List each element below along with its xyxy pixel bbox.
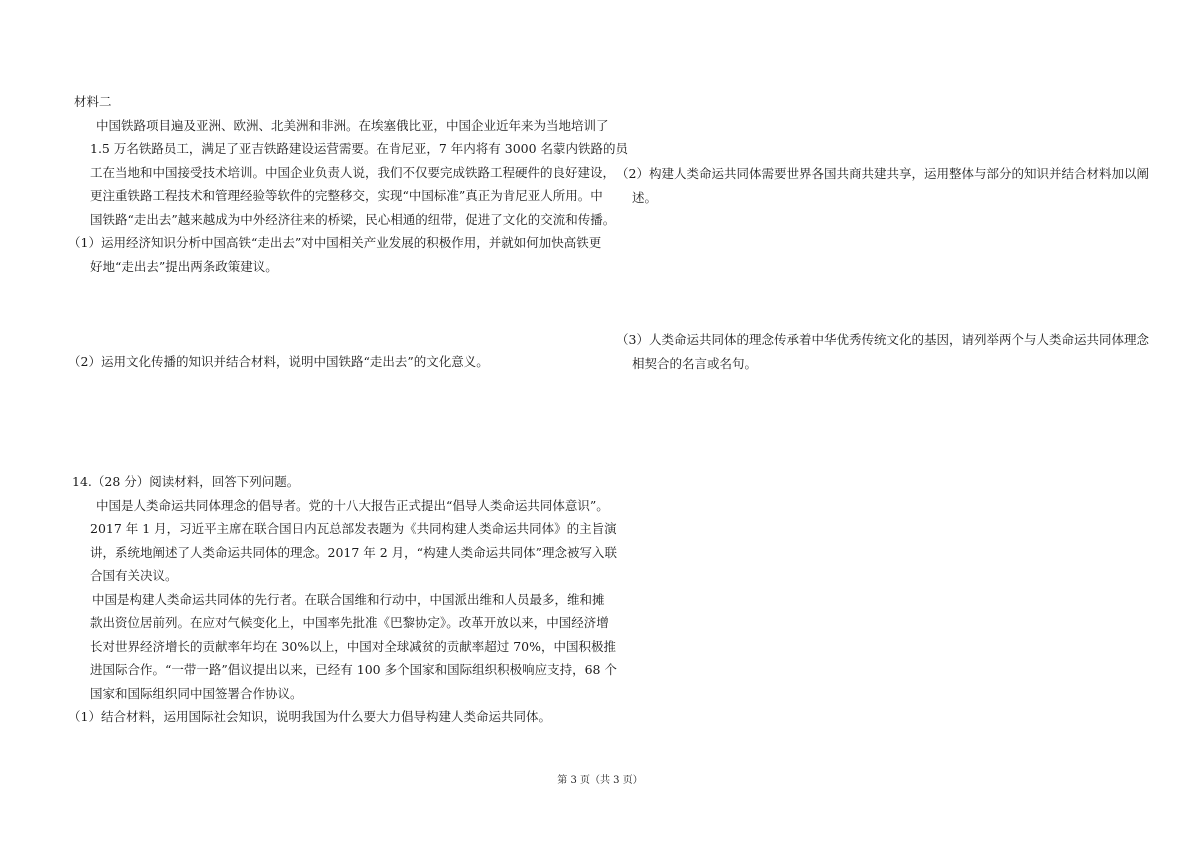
material2-paragraph [74,114,629,232]
question-14-paragraph-1 [74,494,617,588]
question-14-3-line: 相契合的名言或名句。 [632,355,758,371]
question-13-1-line: （1）运用经济知识分析中国高铁“走出去”对中国相关产业发展的积极作用，并就如何加快高铁更 [68,235,602,250]
material2-line: 国铁路“走出去”越来越成为中外经济往来的桥梁，民心相通的纽带，促进了文化的交流和传播。 [90,211,616,227]
q14-para2-line: 款出资位居前列。在应对气候变化上，中国率先批准《巴黎协定》。改革开放以来，中国经济增 [90,615,609,630]
material2-line: 更注重铁路工程技术和管理经验等软件的完整移交，实现“中国标准”真正为肯尼亚人所用。中 [90,188,603,203]
q14-para1-line: 中国是人类命运共同体理念的倡导者。党的十八大报告正式提出“倡导人类命运共同体意识”。 [96,497,609,513]
question-14-2-line: 述。 [632,189,658,205]
q14-para1-line: 2017 年 1 月，习近平主席在联合国日内瓦总部发表题为《共同构建人类命运共同体》的主旨演 [90,521,617,536]
question-14-3 [616,328,1149,375]
question-13-1-line: 好地“走出去”提出两条政策建议。 [90,258,278,274]
question-14-heading: 14.（28 分）阅读材料，回答下列问题。 [72,474,300,489]
q14-para2-line: 进国际合作。“一带一路”倡议提出以来，已经有 100 多个国家和国际组织积极响应支持，68 个 [90,662,617,677]
left-column [68,90,629,724]
page-footer: 第 3 页（共 3 页） [557,775,643,786]
material2-line: 1.5 万名铁路员工，满足了亚吉铁路建设运营需要。在肯尼亚，7 年内将有 3000 名蒙内铁路的员 [90,141,629,156]
material2-label: 材料二 [74,94,112,109]
question-14-1: （1）结合材料，运用国际社会知识，说明我国为什么要大力倡导构建人类命运共同体。 [68,709,551,724]
q14-para2-line: 中国是构建人类命运共同体的先行者。在联合国维和行动中，中国派出维和人员最多，维和摊 [92,591,605,607]
q14-para2-line: 长对世界经济增长的贡献率年均在 30%以上，中国对全球减贫的贡献率超过 70%，中国积极推 [90,638,617,654]
question-14 [68,470,617,729]
q14-para1-line: 讲，系统地阐述了人类命运共同体的理念。2017 年 2 月，“构建人类命运共同体”理念被写入联 [90,544,617,560]
question-13-2: （2）运用文化传播的知识并结合材料，说明中国铁路“走出去”的文化意义。 [68,354,489,369]
question-14-2-line: （2）构建人类命运共同体需要世界各国共商共建共享，运用整体与部分的知识并结合材料加以阐 [616,166,1149,181]
question-14-paragraph-2 [74,588,617,706]
question-14-3-line: （3）人类命运共同体的理念传承着中华优秀传统文化的基因，请列举两个与人类命运共同体理念 [616,332,1149,347]
question-14-2 [616,162,1149,209]
q14-para2-line: 国家和国际组织同中国签署合作协议。 [90,685,303,701]
question-13-1 [68,231,602,278]
material2-line: 中国铁路项目遍及亚洲、欧洲、北美洲和非洲。在埃塞俄比亚，中国企业近年来为当地培训了 [96,117,609,133]
q14-para1-line: 合国有关决议。 [90,568,178,583]
material2-line: 工在当地和中国接受技术培训。中国企业负责人说，我们不仅要完成铁路工程硬件的良好建设， [90,164,616,180]
